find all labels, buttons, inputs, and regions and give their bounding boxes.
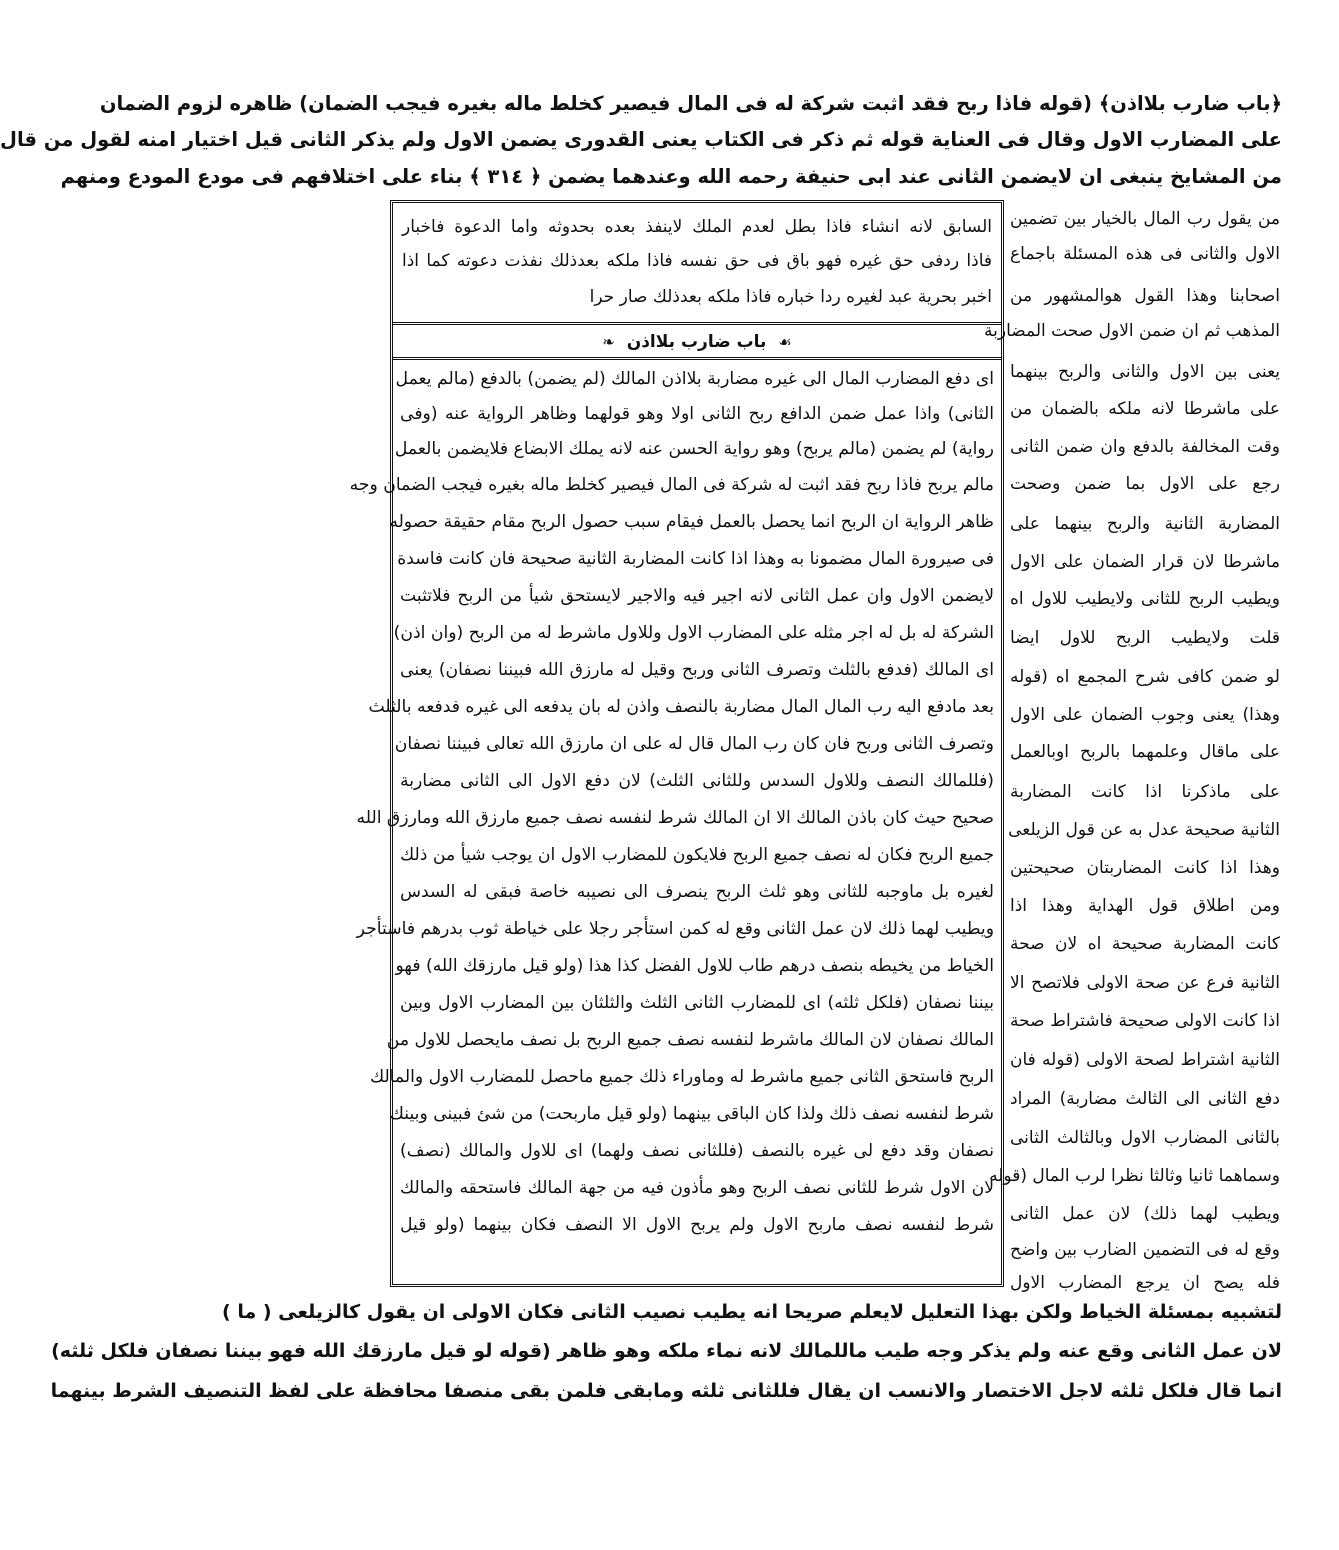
box-top-line-1: السابق لانه انشاء فاذا بطل لعدم الملك لاينفذ بعده بحدوثه واما الدعوة فاخبار xyxy=(402,217,992,237)
ornament-right-icon: ☙ xyxy=(778,333,792,351)
body-line: صحيح حيث كان باذن المالك الا ان المالك شرط لنفسه نصف جميع مارزق الله ومارزق الله xyxy=(356,808,994,828)
ornament-left-icon: ❧ xyxy=(602,333,615,351)
body-line: بيننا نصفان (فلكل ثلثه) اى للمضارب الثانى الثلث والثلثان بين المضارب الاول وبين xyxy=(400,993,994,1013)
body-line: لايضمن الاول وان عمل الثانى لانه اجير فيه والاجير لايستحق شيأ من الربح فلاتثبت xyxy=(400,586,994,606)
body-line: الربح فاستحق الثانى جميع ماشرط له وماوراء ذلك جميع ماحصل للمضارب الاول والمالك xyxy=(369,1067,994,1087)
body-line: شرط لنفسه نصف ذلك ولذا كان الباقى بينهما (ولو قيل ماربحت) من شئ فبينى وبينك xyxy=(389,1104,994,1124)
side-line: كانت المضاربة صحيحة اه لان صحة xyxy=(1010,934,1280,954)
body-line: اى المالك (فدفع بالثلث وتصرف الثانى وربح وقيل له مارزق الله فبيننا نصفان) يعنى xyxy=(400,660,994,680)
body-line: بعد مادفع اليه رب المال المال مضاربة بالنصف واذن له بان يدفعه الى غيره فدفعه بالثلث xyxy=(368,697,994,717)
body-line: المالك نصفان لان المالك ماشرط لنفسه نصف جميع الربح بل نصف مايحصل للاول من xyxy=(386,1030,994,1050)
body-line: مالم يربح فاذا ربح فقد اثبت له شركة فى المال فيصير كخلط ماله بغيره فيجب الضمان وجه xyxy=(349,475,994,495)
footer-line-3: انما قال فلكل ثلثه لاجل الاختصار والانسب ان يقال فللثانى ثلثه ومابقى فلمن بقى منصفا محافظة على لفظ التنصيف الشرط بينهما xyxy=(50,1380,1282,1402)
side-line: دفع الثانى الى الثالث مضاربة) المراد xyxy=(1010,1089,1280,1109)
footer-line-2: لان عمل الثانى وقع عنه ولم يذكر وجه طيب ماللمالك لانه نماء ملكه وهو ظاهر (قوله لو قيل مارزقك الله فهو بيننا نصفان فلكل ثلثه) xyxy=(51,1340,1282,1362)
chapter-title: باب ضارب بلااذن xyxy=(626,332,767,352)
side-line: ويطيب الربح للثانى ولايطيب للاول اه xyxy=(1010,589,1280,609)
side-line: وقع له فى التضمين الضارب بين واضح xyxy=(1010,1240,1280,1260)
side-line: اذا كانت الاولى صحيحة فاشتراط صحة xyxy=(1010,1011,1280,1031)
side-line: المذهب ثم ان ضمن الاول صحت المضاربة xyxy=(984,321,1280,341)
header-line-3: من المشايخ ينبغى ان لايضمن الثانى عند ابى حنيفة رحمه الله وعندهما يضمن ﴿ ٣١٤ ﴾ بناء على اختلافهم فى مودع المودع ومنهم xyxy=(60,165,1282,188)
side-line: الثانية صحيحة عدل به عن قول الزيلعى xyxy=(1008,820,1280,840)
body-line: الثانى) واذا عمل ضمن الدافع ربح الثانى اولا وهو قولهما وظاهر الرواية عنه (وفى xyxy=(400,404,994,424)
body-line: اى دفع المضارب المال الى غيره مضاربة بلااذن المالك (لم يضمن) بالدفع (مالم يعمل xyxy=(395,369,994,389)
footer-line-1: لتشبيه بمسئلة الخياط ولكن بهذا التعليل لايعلم صريحا انه يطيب نصيب الثانى فكان الاولى ان يقول كالزيلعى ( ما ) xyxy=(222,1301,1282,1323)
body-line: رواية) لم يضمن (مالم يربح) وهو رواية الحسن عنه لانه يملك الابضاع فلايضمن بالعمل xyxy=(394,439,994,459)
body-line: الشركة له بل له اجر مثله على المضارب الاول وللاول ماشرط له من الربح (وان اذن) xyxy=(393,623,994,643)
body-line: وتصرف الثانى وربح فان كان رب المال قال له على ان مارزق الله تعالى فبيننا نصفان xyxy=(394,734,994,754)
body-line: لان الاول شرط للثانى نصف الربح وهو مأذون فيه من جهة المالك فاستحقه والمالك xyxy=(400,1178,994,1198)
side-line: ويطيب لهما ذلك) لان عمل الثانى xyxy=(1010,1204,1280,1224)
side-line: وقت المخالفة بالدفع وان ضمن الثانى xyxy=(1010,437,1280,457)
side-line: ومن اطلاق قول الهداية وهذا اذا xyxy=(1010,896,1280,916)
side-line: على ماشرطا لانه ملكه بالضمان من xyxy=(1010,399,1280,419)
side-line: فله يصح ان يرجع المضارب الاول xyxy=(1010,1273,1280,1293)
body-line: نصفان وقد دفع لى غيره بالنصف (فللثانى نصف ولهما) اى للاول والمالك (نصف) xyxy=(400,1141,994,1161)
box-top-line-2: فاذا ردفى حق غيره فهو باق فى حق نفسه فاذا ملكه بعدذلك نفذت دعوته كما اذا xyxy=(402,251,992,271)
header-line-1: ﴿باب ضارب بلااذن﴾ (قوله فاذا ربح فقد اثبت شركة له فى المال فيصير كخلط ماله بغيره فيجب الضمان) ظاهره لزوم الضمان xyxy=(99,92,1282,115)
side-line: المضاربة الثانية والربح بينهما على xyxy=(1010,514,1280,534)
banner-bottom-rule xyxy=(392,357,1002,360)
body-line: لغيره بل ماوجبه للثانى وهو ثلث الربح ينصرف الى نصيبه خاصة فبقى له السدس xyxy=(400,882,994,902)
box-top-line-3: اخبر بحرية عبد لغيره ردا خباره فاذا ملكه بعدذلك صار حرا xyxy=(589,287,992,307)
header-line-2: على المضارب الاول وقال فى العناية قوله ثم ذكر فى الكتاب يعنى القدورى يضمن الاول ولم يذكر الثانى قيل اختيار امنه لقول من قال xyxy=(0,128,1282,151)
body-line: جميع الربح فكان له نصف جميع الربح فلايكون للمضارب الاول ان يوجب شيأ من ذلك xyxy=(400,845,994,865)
body-line: فى صيرورة المال مضمونا به وهذا اذا كانت المضاربة الثانية صحيحة فان كانت فاسدة xyxy=(397,549,994,569)
side-line: على ماذكرنا اذا كانت المضاربة xyxy=(1010,782,1280,802)
body-line: ظاهر الرواية ان الربح انما يحصل بالعمل فيقام سبب حصول الربح مقام حقيقة حصوله xyxy=(389,512,994,532)
banner-top-rule xyxy=(392,322,1002,325)
side-line: يعنى بين الاول والثانى والربح بينهما xyxy=(1010,362,1280,382)
side-line: الاول والثانى فى هذه المسئلة باجماع xyxy=(1010,244,1280,264)
side-line: لو ضمن كافى شرح المجمع اه (قوله xyxy=(1010,667,1280,687)
body-line: الخياط من يخيطه بنصف درهم طاب للاول الفضل كذا هذا (ولو قيل مارزقك الله) فهو xyxy=(395,956,994,976)
side-line: رجع على الاول بما ضمن وصحت xyxy=(1010,474,1280,494)
side-line: من يقول رب المال بالخيار بين تضمين xyxy=(1010,209,1280,229)
side-line: قلت ولايطيب الربح للاول ايضا xyxy=(1010,628,1280,648)
chapter-banner xyxy=(392,328,1002,356)
side-line: وهذا اذا كانت المضاربتان صحيحتين xyxy=(1010,858,1280,878)
body-line: (فللمالك النصف وللاول السدس وللثانى الثلث) لان دفع الاول الى الثانى مضاربة xyxy=(400,771,994,791)
side-line: وسماهما ثانيا وثالثا نظرا لرب المال (قوله xyxy=(989,1166,1280,1186)
side-line: الثانية فرع عن صحة الاولى فلاتصح الا xyxy=(1010,973,1280,993)
side-line: الثانية اشتراط لصحة الاولى (قوله فان xyxy=(1010,1050,1280,1070)
side-line: على ماقال وعلمهما بالربح اوبالعمل xyxy=(1010,742,1280,762)
side-line: وهذا) يعنى وجوب الضمان على الاول xyxy=(1010,705,1280,725)
side-line: ماشرطا لان قرار الضمان على الاول xyxy=(1010,552,1280,572)
side-line: اصحابنا وهذا القول هوالمشهور من xyxy=(1010,286,1280,306)
body-line: ويطيب لهما ذلك لان عمل الثانى وقع له كمن استأجر رجلا على خياطة ثوب بدرهم فاستأجر xyxy=(356,919,994,939)
side-line: بالثانى المضارب الاول وبالثالث الثانى xyxy=(1010,1128,1280,1148)
body-line: شرط لنفسه نصف ماربح الاول ولم يربح الاول الا النصف فكان بينهما (ولو قيل xyxy=(400,1215,994,1235)
